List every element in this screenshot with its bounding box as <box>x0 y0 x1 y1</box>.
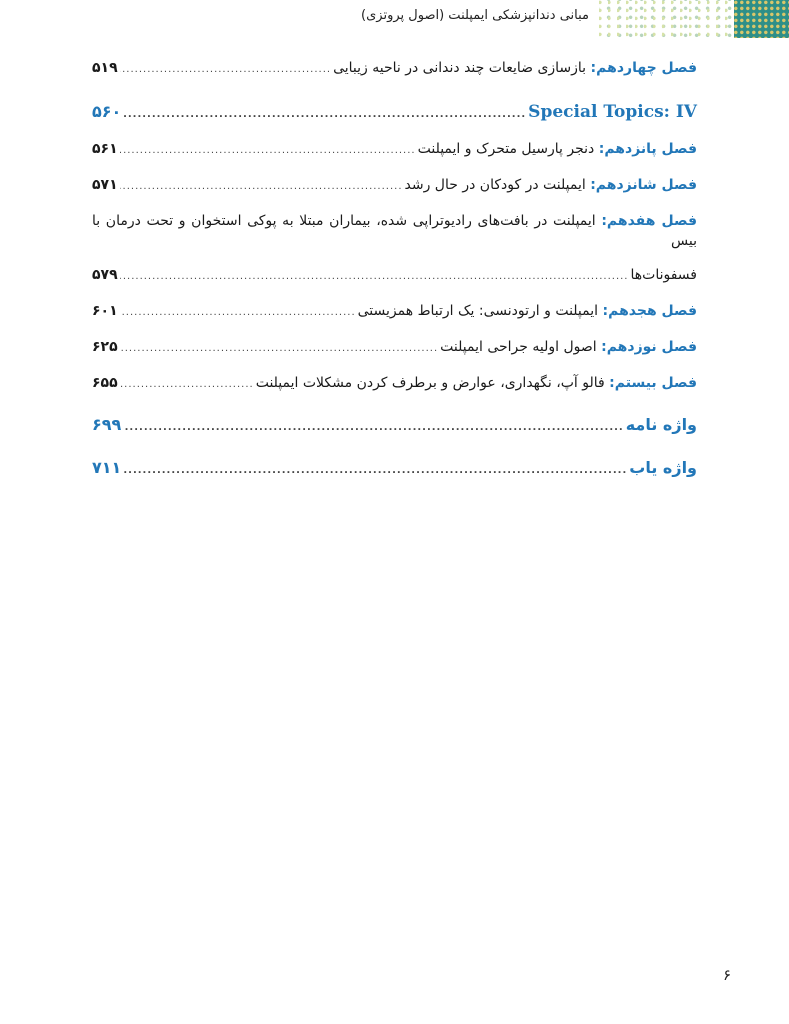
leader-dots <box>120 303 356 323</box>
page-number: ۷۱۱ <box>92 458 122 477</box>
page-number: ۵۶۱ <box>92 141 118 157</box>
chapter-label: فصل پانزدهم: <box>598 141 697 157</box>
page-header <box>0 0 789 38</box>
toc-entry-index[interactable] <box>92 458 697 481</box>
chapter-label: فصل چهاردهم: <box>590 60 697 76</box>
chapter-label: فصل بیستم: <box>609 375 697 391</box>
leader-dots <box>120 177 403 197</box>
toc-entry-part4[interactable] <box>92 102 697 125</box>
toc-entry-glossary[interactable] <box>92 415 697 438</box>
page-number: ۶۵۵ <box>92 375 118 391</box>
chapter-title: بازسازی ضایعات چند دندانی در ناحیه زیبایی <box>333 60 587 76</box>
toc-entry-ch16[interactable] <box>92 175 697 197</box>
toc-entry-ch15[interactable] <box>92 139 697 161</box>
leader-dots <box>120 267 629 287</box>
toc-entry-ch20[interactable] <box>92 373 697 395</box>
page-number: ۵۷۹ <box>92 267 118 283</box>
leader-dots <box>123 418 623 438</box>
toc-entry-ch19[interactable] <box>92 337 697 359</box>
glossary-title: واژه نامه <box>625 415 697 434</box>
toc-entry-ch17[interactable] <box>92 211 697 287</box>
table-of-contents <box>92 56 697 481</box>
chapter-title-continued: فسفونات‌ها <box>630 267 697 283</box>
leader-dots <box>120 375 254 395</box>
chapter-label: فصل هفدهم: <box>601 213 697 229</box>
chapter-title: اصول اولیه جراحی ایمپلنت <box>440 339 597 355</box>
chapter-title: فالو آپ، نگهداری، عوارض و برطرف کردن مشکلات ایمپلنت <box>255 375 605 391</box>
chapter-title: دنجر پارسیل متحرک و ایمپلنت <box>417 141 595 157</box>
part-title: Special Topics: IV <box>528 102 697 122</box>
page-number: ۶۹۹ <box>92 415 122 434</box>
book-title: مبانی دندانپزشکی ایمپلنت (اصول پروتزی) <box>361 8 589 23</box>
leader-dots <box>120 60 331 80</box>
toc-entry-ch14[interactable] <box>92 58 697 80</box>
leader-dots <box>123 461 627 481</box>
index-title: واژه یاب <box>629 458 697 477</box>
leader-dots <box>123 105 526 125</box>
leader-dots <box>120 141 416 161</box>
chapter-title: ایمپلنت در بافت‌های رادیوتراپی شده، بیماران مبتلا به پوکی استخوان و تحت درمان با بیس <box>92 213 697 249</box>
leader-dots <box>120 339 439 359</box>
chapter-title: ایمپلنت در کودکان در حال رشد <box>404 177 586 193</box>
chapter-label: فصل هجدهم: <box>602 303 697 319</box>
page-number: ۵۶۰ <box>92 102 122 121</box>
chapter-label: فصل نوزدهم: <box>601 339 697 355</box>
chapter-label: فصل شانزدهم: <box>590 177 697 193</box>
page-number: ۵۱۹ <box>92 60 118 76</box>
page-number: ۶۰۱ <box>92 303 118 319</box>
page-number: ۵۷۱ <box>92 177 118 193</box>
header-color-block <box>734 0 789 38</box>
chapter-title: ایمپلنت و ارتودنسی: یک ارتباط همزیستی <box>357 303 599 319</box>
page-number: ۶۲۵ <box>92 339 118 355</box>
toc-entry-ch18[interactable] <box>92 301 697 323</box>
page-footer-number: ۶ <box>722 966 731 984</box>
